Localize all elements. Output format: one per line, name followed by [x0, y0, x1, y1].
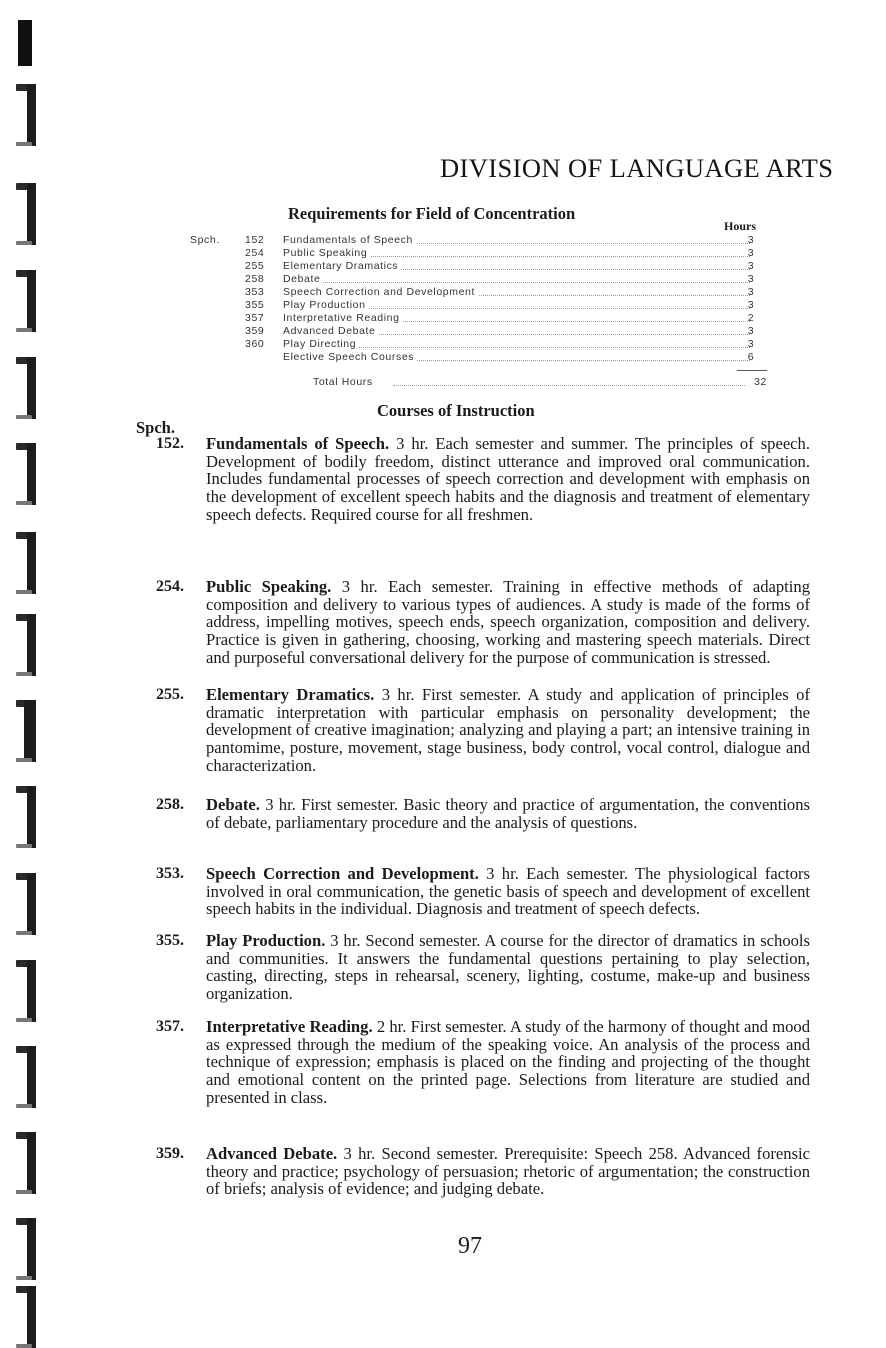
- binding-ring: [16, 1286, 38, 1348]
- hours-column-header: Hours: [724, 219, 757, 233]
- page-number: 97: [458, 1233, 482, 1259]
- requirement-row: [190, 247, 770, 260]
- course-title: Fundamentals of Speech.: [206, 434, 390, 453]
- course-title: Play Production.: [206, 931, 326, 950]
- req-course-number: 255: [245, 260, 265, 272]
- requirement-row: [190, 260, 770, 273]
- page-header: DIVISION OF LANGUAGE ARTS: [440, 153, 834, 183]
- course-number: 254.: [156, 578, 184, 595]
- binding-ring: [16, 1218, 38, 1280]
- total-hours: 32: [754, 376, 767, 388]
- requirement-row: [190, 312, 770, 325]
- course-description: [206, 435, 810, 524]
- course-text: 2 hr. First semester. A study of the harmony of thought and mood as expressed through the medium of the speaking voice. An analysis of the process and technique of expression; emphasis is placed on the finding and projecting of the thought and emotional content on the printed page. Selections from literature are studied and presented in class.: [206, 1017, 810, 1107]
- course-description: [206, 578, 810, 667]
- req-course-title: Speech Correction and Development: [283, 286, 478, 298]
- course-text: 3 hr. Second semester. Prerequisite: Speech 258. Advanced forensic theory and practice; psychology of persuasion; rhetoric of argumentation; the construction of briefs; analysis of evidence; and judging debate.: [206, 1144, 810, 1199]
- binding-ring: [16, 960, 38, 1022]
- course-entry: [156, 796, 810, 831]
- binding-ring: [16, 1046, 38, 1108]
- req-course-number: 258: [245, 273, 265, 285]
- requirement-row: [190, 338, 770, 351]
- binding-ring: [16, 183, 38, 245]
- req-course-title: Public Speaking: [283, 247, 370, 259]
- binding-ring: [16, 270, 38, 332]
- binding-ring: [16, 873, 38, 935]
- req-course-hours: 3: [747, 273, 755, 285]
- course-title: Public Speaking.: [206, 577, 332, 596]
- requirements-title: Requirements for Field of Concentration: [288, 204, 576, 223]
- binding-ring: [16, 443, 38, 505]
- req-course-hours: 6: [747, 351, 755, 363]
- course-text: 3 hr. Each semester. Training in effective methods of adapting composition and delivery to various types of audiences. A study is made of the forms of address, impelling motives, speech ends, speech organization, composition and delivery. Practice is given in gathering, choosing, working and mastering speech materials. Direct and purposeful conversational delivery for the purpose of communication is stressed.: [206, 577, 810, 667]
- course-number: 359.: [156, 1145, 184, 1162]
- req-course-title: Play Production: [283, 299, 369, 311]
- course-text: 3 hr. Second semester. A course for the director of dramatics in schools and communities. It answers the fundamental questions pertaining to play selection, casting, directing, steps in rehearsal, scenery, lighting, costume, make-up and business organization.: [206, 931, 810, 1004]
- req-course-number: 152: [245, 234, 265, 246]
- course-entry: [156, 578, 810, 667]
- req-course-title: Advanced Debate: [283, 325, 378, 337]
- course-description: [206, 686, 810, 775]
- req-course-number: 359: [245, 325, 265, 337]
- course-text: 3 hr. Each semester and summer. The principles of speech. Development of bodily freedom, distinct utterance and improved oral communication. Includes fundamental processes of speech correction and development with emphasis on the development of excellent speech habits and the diagnosis and treatment of elementary speech defects. Required course for all freshmen.: [206, 434, 810, 524]
- binding-block: [18, 20, 32, 66]
- req-course-number: 355: [245, 299, 265, 311]
- requirement-row: [190, 299, 770, 312]
- course-entry: [156, 865, 810, 918]
- courses-title: Courses of Instruction: [377, 401, 535, 420]
- req-course-hours: 3: [747, 338, 755, 350]
- binding-ring: [16, 84, 38, 146]
- binding-ring: [16, 614, 38, 676]
- course-title: Speech Correction and Development.: [206, 864, 479, 883]
- requirement-row: [190, 286, 770, 299]
- req-course-hours: 3: [747, 286, 755, 298]
- total-label: Total Hours: [313, 376, 376, 388]
- course-number: 258.: [156, 796, 184, 813]
- req-course-title: Elementary Dramatics: [283, 260, 401, 272]
- req-course-number: 360: [245, 338, 265, 350]
- req-course-title: Fundamentals of Speech: [283, 234, 416, 246]
- course-number: 152.: [156, 435, 184, 452]
- course-text: 3 hr. Each semester. The physiological factors involved in oral communication, the genetic basis of speech and development of excellent speech habits in the individual. Diagnosis and treatment of speech defects.: [206, 864, 810, 919]
- course-number: 353.: [156, 865, 184, 882]
- binding-ring: [16, 357, 38, 419]
- req-course-hours: 2: [747, 312, 755, 324]
- requirements-table: [190, 234, 770, 364]
- course-number: 357.: [156, 1018, 184, 1035]
- req-course-hours: 3: [747, 325, 755, 337]
- course-number: 255.: [156, 686, 184, 703]
- course-text: 3 hr. First semester. A study and application of principles of dramatic interpretation with particular emphasis on personality development; the development of creative imagination; analyzing and playing a part; an intensive training in pantomime, posture, movement, stage business, body control, vocal control, dialogue and characterization.: [206, 685, 811, 775]
- course-entry: [156, 932, 810, 1003]
- course-description: [206, 1018, 810, 1107]
- course-title: Elementary Dramatics.: [206, 685, 375, 704]
- course-entry: [156, 686, 810, 775]
- req-course-title: Elective Speech Courses: [283, 351, 417, 363]
- binding-ring: [16, 532, 38, 594]
- requirement-row: [190, 325, 770, 338]
- req-course-title: Interpretative Reading: [283, 312, 403, 324]
- course-text: 3 hr. First semester. Basic theory and practice of argumentation, the conventions of debate, parliamentary procedure and the analysis of questions.: [206, 795, 810, 832]
- dept-label: Spch.: [136, 418, 175, 437]
- req-course-number: 353: [245, 286, 265, 298]
- binding-ring: [16, 700, 38, 762]
- binding-ring: [16, 1132, 38, 1194]
- course-description: [206, 1145, 810, 1198]
- req-course-hours: 3: [747, 260, 755, 272]
- course-entry: [156, 1018, 810, 1107]
- requirement-row: [190, 351, 770, 364]
- requirement-row: [190, 234, 770, 247]
- requirement-row: [190, 273, 770, 286]
- req-course-hours: 3: [747, 299, 755, 311]
- course-title: Advanced Debate.: [206, 1144, 338, 1163]
- course-description: [206, 865, 810, 918]
- course-entry: [156, 1145, 810, 1198]
- course-title: Debate.: [206, 795, 260, 814]
- req-course-number: 254: [245, 247, 265, 259]
- binding-ring: [16, 786, 38, 848]
- req-course-number: 357: [245, 312, 265, 324]
- req-dept: Spch.: [190, 234, 220, 246]
- req-course-hours: 3: [747, 247, 755, 259]
- course-title: Interpretative Reading.: [206, 1017, 373, 1036]
- total-rule: [737, 370, 767, 371]
- course-description: [206, 932, 810, 1003]
- course-number: 355.: [156, 932, 184, 949]
- binding-strip: [0, 0, 48, 1348]
- course-entry: [156, 435, 810, 524]
- leader-dots: [290, 282, 750, 283]
- req-course-title: Play Directing: [283, 338, 359, 350]
- total-row: [313, 376, 767, 390]
- course-description: [206, 796, 810, 831]
- req-course-hours: 3: [747, 234, 755, 246]
- req-course-title: Debate: [283, 273, 323, 285]
